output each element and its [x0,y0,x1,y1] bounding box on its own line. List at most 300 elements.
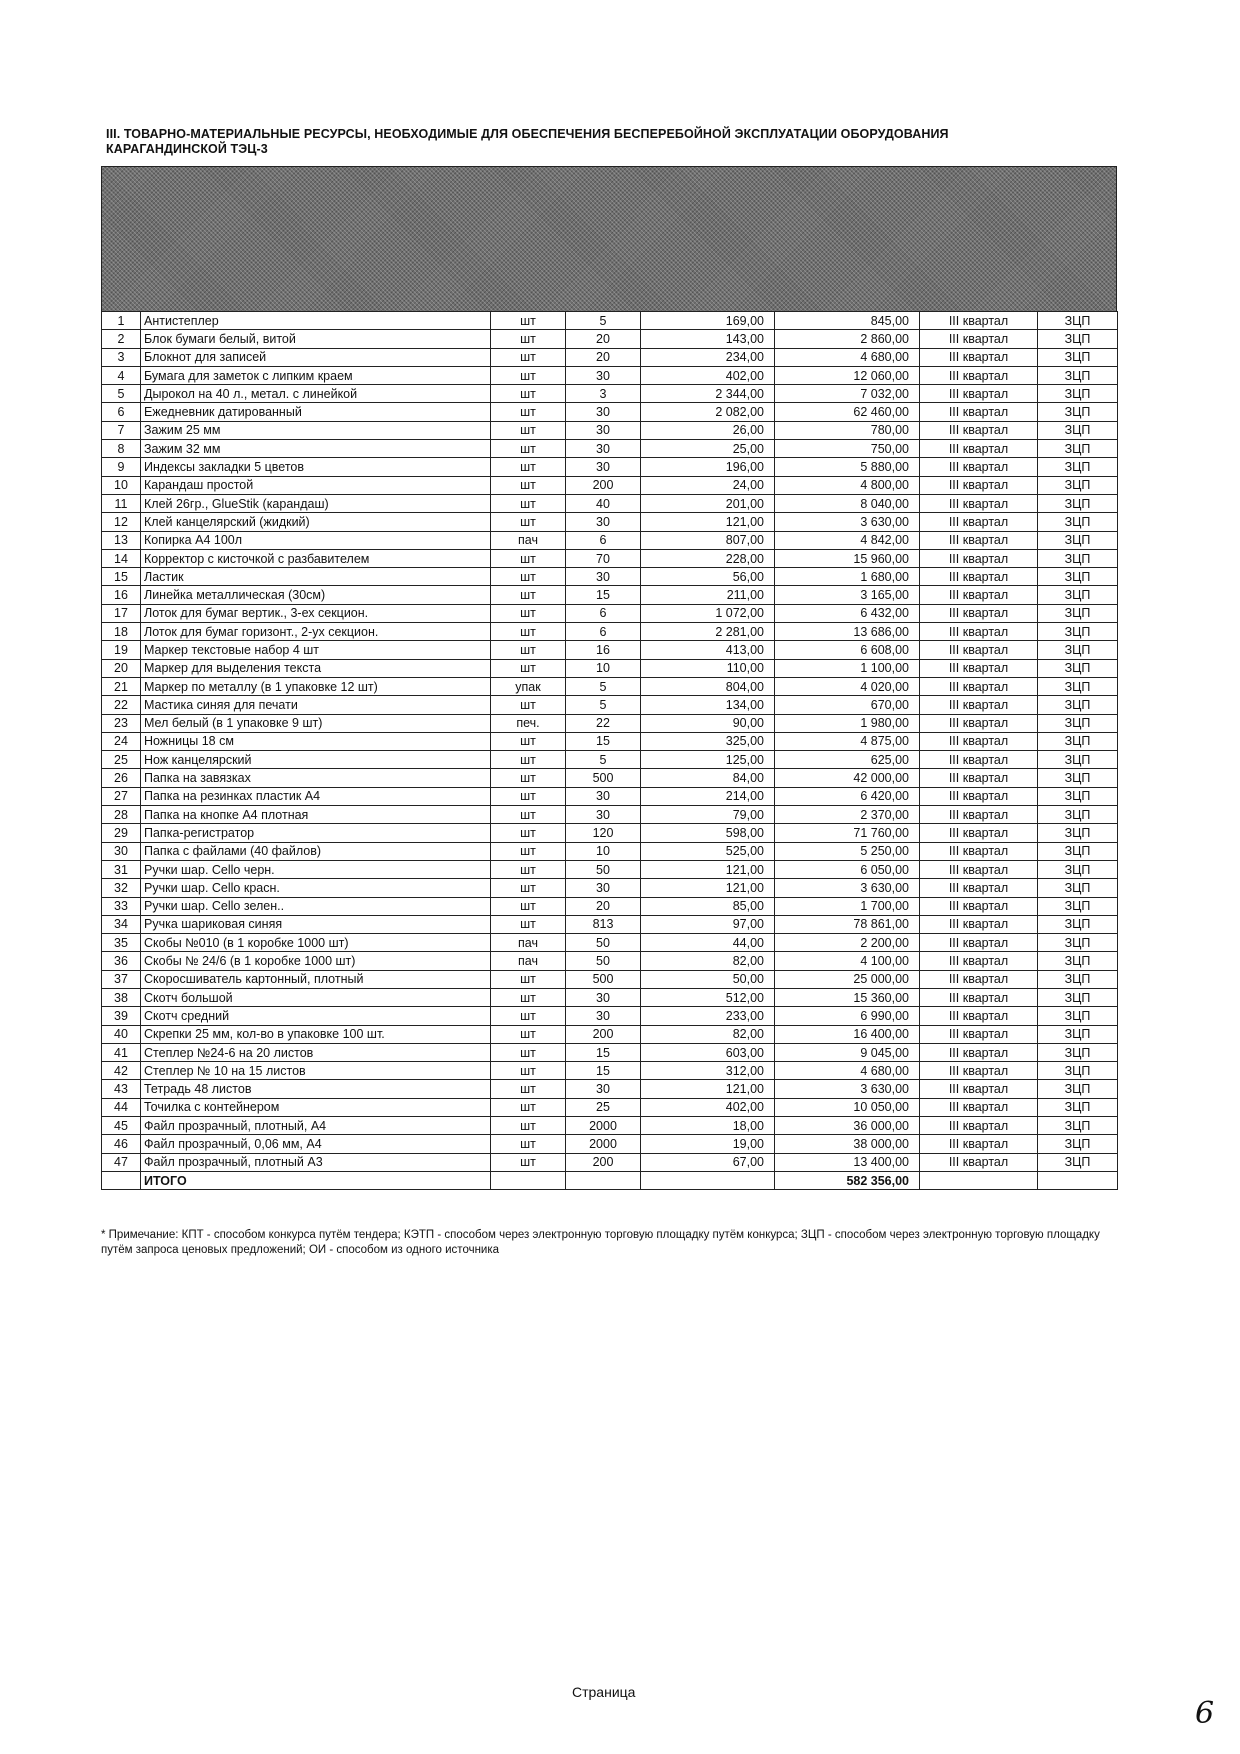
period-cell: III квартал [920,531,1038,549]
table-row [102,897,1118,915]
item-name-cell: Карандаш простой [141,476,491,494]
sum-cell: 5 880,00 [775,458,920,476]
item-name-cell: Файл прозрачный, плотный, А4 [141,1117,491,1135]
sum-cell: 750,00 [775,440,920,458]
price-cell: 2 281,00 [641,623,775,641]
period-cell: III квартал [920,312,1038,330]
sum-cell: 6 420,00 [775,787,920,805]
method-cell: ЗЦП [1038,751,1118,769]
method-cell: ЗЦП [1038,312,1118,330]
unit-cell: шт [491,696,566,714]
table-row [102,513,1118,531]
method-cell: ЗЦП [1038,513,1118,531]
sum-cell: 4 680,00 [775,1062,920,1080]
period-cell: III квартал [920,1135,1038,1153]
price-cell: 512,00 [641,988,775,1006]
method-cell: ЗЦП [1038,1135,1118,1153]
period-cell: III квартал [920,677,1038,695]
price-cell: 134,00 [641,696,775,714]
row-number-cell: 24 [102,732,141,750]
sum-cell: 1 680,00 [775,568,920,586]
period-cell: III квартал [920,714,1038,732]
unit-cell: упак [491,677,566,695]
quantity-cell: 6 [566,623,641,641]
unit-cell: шт [491,897,566,915]
unit-cell: шт [491,970,566,988]
price-cell: 402,00 [641,366,775,384]
row-number-cell: 10 [102,476,141,494]
method-cell: ЗЦП [1038,732,1118,750]
row-number-cell: 15 [102,568,141,586]
method-cell: ЗЦП [1038,988,1118,1006]
method-cell: ЗЦП [1038,385,1118,403]
sum-cell: 42 000,00 [775,769,920,787]
period-cell: III квартал [920,440,1038,458]
item-name-cell: Блокнот для записей [141,348,491,366]
quantity-cell: 40 [566,494,641,512]
row-number-cell: 29 [102,824,141,842]
item-name-cell: Зажим 25 мм [141,421,491,439]
unit-cell: шт [491,879,566,897]
item-name-cell: Мел белый (в 1 упаковке 9 шт) [141,714,491,732]
row-number-cell: 14 [102,549,141,567]
item-name-cell: Скоросшиватель картонный, плотный [141,970,491,988]
sum-cell: 670,00 [775,696,920,714]
item-name-cell: Антистеплер [141,312,491,330]
table-row [102,348,1118,366]
period-cell: III квартал [920,988,1038,1006]
price-cell: 121,00 [641,1080,775,1098]
table-body [102,312,1118,1190]
unit-cell: шт [491,842,566,860]
period-cell: III квартал [920,1117,1038,1135]
period-cell: III квартал [920,659,1038,677]
item-name-cell: Ежедневник датированный [141,403,491,421]
quantity-cell: 10 [566,659,641,677]
row-number-cell: 32 [102,879,141,897]
period-cell: III квартал [920,897,1038,915]
price-cell: 97,00 [641,915,775,933]
price-cell: 125,00 [641,751,775,769]
unit-cell: шт [491,604,566,622]
period-cell: III квартал [920,879,1038,897]
period-cell: III квартал [920,385,1038,403]
total-empty-cell [641,1171,775,1189]
quantity-cell: 10 [566,842,641,860]
row-number-cell: 16 [102,586,141,604]
method-cell: ЗЦП [1038,1117,1118,1135]
price-cell: 18,00 [641,1117,775,1135]
unit-cell: шт [491,988,566,1006]
method-cell: ЗЦП [1038,915,1118,933]
total-empty-cell [1038,1171,1118,1189]
price-cell: 598,00 [641,824,775,842]
table-row [102,1098,1118,1116]
period-cell: III квартал [920,732,1038,750]
item-name-cell: Ручка шариковая синяя [141,915,491,933]
price-cell: 26,00 [641,421,775,439]
sum-cell: 12 060,00 [775,366,920,384]
row-number-cell: 8 [102,440,141,458]
table-row [102,1007,1118,1025]
row-number-cell: 39 [102,1007,141,1025]
price-cell: 79,00 [641,806,775,824]
quantity-cell: 50 [566,952,641,970]
quantity-cell: 16 [566,641,641,659]
unit-cell: шт [491,860,566,878]
unit-cell: шт [491,348,566,366]
row-number-cell: 38 [102,988,141,1006]
period-cell: III квартал [920,330,1038,348]
method-cell: ЗЦП [1038,403,1118,421]
price-cell: 804,00 [641,677,775,695]
method-cell: ЗЦП [1038,1153,1118,1171]
sum-cell: 15 360,00 [775,988,920,1006]
item-name-cell: Ручки шар. Cello зелен.. [141,897,491,915]
table-row [102,568,1118,586]
row-number-cell: 7 [102,421,141,439]
unit-cell: шт [491,1117,566,1135]
period-cell: III квартал [920,1043,1038,1061]
table-row [102,988,1118,1006]
table-row [102,586,1118,604]
sum-cell: 6 608,00 [775,641,920,659]
sum-cell: 5 250,00 [775,842,920,860]
unit-cell: шт [491,513,566,531]
table-row [102,842,1118,860]
handwritten-page-number: 6 [1195,1696,1215,1731]
price-cell: 143,00 [641,330,775,348]
table-row [102,440,1118,458]
price-cell: 413,00 [641,641,775,659]
sum-cell: 6 990,00 [775,1007,920,1025]
quantity-cell: 50 [566,860,641,878]
unit-cell: шт [491,330,566,348]
unit-cell: шт [491,824,566,842]
sum-cell: 3 630,00 [775,879,920,897]
sum-cell: 9 045,00 [775,1043,920,1061]
quantity-cell: 30 [566,440,641,458]
price-cell: 90,00 [641,714,775,732]
quantity-cell: 5 [566,751,641,769]
unit-cell: пач [491,952,566,970]
sum-cell: 4 800,00 [775,476,920,494]
item-name-cell: Корректор с кисточкой с разбавителем [141,549,491,567]
row-number-cell: 25 [102,751,141,769]
table-row [102,476,1118,494]
sum-cell: 71 760,00 [775,824,920,842]
method-cell: ЗЦП [1038,623,1118,641]
row-number-cell: 33 [102,897,141,915]
table-row [102,330,1118,348]
method-cell: ЗЦП [1038,421,1118,439]
method-cell: ЗЦП [1038,348,1118,366]
table-row [102,824,1118,842]
price-cell: 169,00 [641,312,775,330]
sum-cell: 13 686,00 [775,623,920,641]
row-number-cell: 27 [102,787,141,805]
method-cell: ЗЦП [1038,494,1118,512]
method-cell: ЗЦП [1038,714,1118,732]
quantity-cell: 6 [566,531,641,549]
table-row [102,385,1118,403]
row-number-cell: 5 [102,385,141,403]
quantity-cell: 30 [566,806,641,824]
item-name-cell: Зажим 32 мм [141,440,491,458]
table-row [102,494,1118,512]
quantity-cell: 25 [566,1098,641,1116]
footnote: * Примечание: КПТ - способом конкурса путём тендера; КЭТП - способом через электронную торговую площадку путём конкурса; ЗЦП - способом через электронную торговую площадку путём запроса ценовых предложений; ОИ - способом из одного источника [101,1229,1100,1256]
method-cell: ЗЦП [1038,842,1118,860]
period-cell: III квартал [920,1153,1038,1171]
item-name-cell: Ручки шар. Cello черн. [141,860,491,878]
period-cell: III квартал [920,476,1038,494]
method-cell: ЗЦП [1038,549,1118,567]
total-empty-cell [102,1171,141,1189]
item-name-cell: Папка-регистратор [141,824,491,842]
method-cell: ЗЦП [1038,897,1118,915]
period-cell: III квартал [920,934,1038,952]
row-number-cell: 37 [102,970,141,988]
sum-cell: 845,00 [775,312,920,330]
method-cell: ЗЦП [1038,366,1118,384]
table-row [102,769,1118,787]
quantity-cell: 30 [566,458,641,476]
method-cell: ЗЦП [1038,677,1118,695]
price-cell: 233,00 [641,1007,775,1025]
method-cell: ЗЦП [1038,330,1118,348]
method-cell: ЗЦП [1038,604,1118,622]
row-number-cell: 17 [102,604,141,622]
quantity-cell: 30 [566,513,641,531]
method-cell: ЗЦП [1038,641,1118,659]
table-row [102,366,1118,384]
item-name-cell: Блок бумаги белый, витой [141,330,491,348]
period-cell: III квартал [920,494,1038,512]
method-cell: ЗЦП [1038,824,1118,842]
period-cell: III квартал [920,623,1038,641]
price-cell: 25,00 [641,440,775,458]
price-cell: 228,00 [641,549,775,567]
table-row [102,312,1118,330]
row-number-cell: 45 [102,1117,141,1135]
resources-table [101,166,1117,1190]
sum-cell: 13 400,00 [775,1153,920,1171]
method-cell: ЗЦП [1038,568,1118,586]
period-cell: III квартал [920,915,1038,933]
unit-cell: шт [491,1153,566,1171]
item-name-cell: Тетрадь 48 листов [141,1080,491,1098]
unit-cell: шт [491,549,566,567]
table-row [102,604,1118,622]
quantity-cell: 30 [566,988,641,1006]
table-row [102,403,1118,421]
sum-cell: 78 861,00 [775,915,920,933]
quantity-cell: 5 [566,312,641,330]
sum-cell: 3 630,00 [775,1080,920,1098]
price-cell: 19,00 [641,1135,775,1153]
sum-cell: 4 100,00 [775,952,920,970]
quantity-cell: 22 [566,714,641,732]
item-name-cell: Степлер № 10 на 15 листов [141,1062,491,1080]
method-cell: ЗЦП [1038,1025,1118,1043]
item-name-cell: Маркер для выделения текста [141,659,491,677]
unit-cell: шт [491,1025,566,1043]
table-row [102,970,1118,988]
item-name-cell: Скотч средний [141,1007,491,1025]
quantity-cell: 30 [566,787,641,805]
sum-cell: 625,00 [775,751,920,769]
total-label-cell: ИТОГО [141,1171,491,1189]
sum-cell: 8 040,00 [775,494,920,512]
quantity-cell: 120 [566,824,641,842]
period-cell: III квартал [920,348,1038,366]
quantity-cell: 30 [566,1007,641,1025]
item-name-cell: Скобы № 24/6 (в 1 коробке 1000 шт) [141,952,491,970]
sum-cell: 10 050,00 [775,1098,920,1116]
unit-cell: шт [491,1007,566,1025]
period-cell: III квартал [920,641,1038,659]
method-cell: ЗЦП [1038,696,1118,714]
item-name-cell: Копирка А4 100л [141,531,491,549]
row-number-cell: 11 [102,494,141,512]
sum-cell: 4 680,00 [775,348,920,366]
price-cell: 24,00 [641,476,775,494]
quantity-cell: 30 [566,879,641,897]
row-number-cell: 34 [102,915,141,933]
price-cell: 1 072,00 [641,604,775,622]
quantity-cell: 30 [566,421,641,439]
unit-cell: пач [491,531,566,549]
unit-cell: шт [491,915,566,933]
sum-cell: 6 432,00 [775,604,920,622]
item-name-cell: Бумага для заметок с липким краем [141,366,491,384]
sum-cell: 38 000,00 [775,1135,920,1153]
item-name-cell: Нож канцелярский [141,751,491,769]
unit-cell: шт [491,1043,566,1061]
item-name-cell: Папка на завязках [141,769,491,787]
sum-cell: 2 860,00 [775,330,920,348]
price-cell: 82,00 [641,952,775,970]
unit-cell: шт [491,568,566,586]
quantity-cell: 20 [566,348,641,366]
quantity-cell: 30 [566,366,641,384]
sum-cell: 62 460,00 [775,403,920,421]
table-row [102,677,1118,695]
table-row [102,641,1118,659]
item-name-cell: Лоток для бумаг вертик., 3-ех секцион. [141,604,491,622]
period-cell: III квартал [920,751,1038,769]
quantity-cell: 20 [566,897,641,915]
period-cell: III квартал [920,403,1038,421]
table-row [102,806,1118,824]
row-number-cell: 9 [102,458,141,476]
table-row [102,531,1118,549]
method-cell: ЗЦП [1038,1007,1118,1025]
quantity-cell: 200 [566,1025,641,1043]
item-name-cell: Мастика синяя для печати [141,696,491,714]
price-cell: 44,00 [641,934,775,952]
period-cell: III квартал [920,1025,1038,1043]
price-cell: 121,00 [641,879,775,897]
item-name-cell: Папка с файлами (40 файлов) [141,842,491,860]
quantity-cell: 15 [566,586,641,604]
unit-cell: шт [491,787,566,805]
sum-cell: 4 020,00 [775,677,920,695]
item-name-cell: Папка на резинках пластик А4 [141,787,491,805]
price-cell: 2 344,00 [641,385,775,403]
unit-cell: шт [491,1098,566,1116]
row-number-cell: 43 [102,1080,141,1098]
table-row [102,952,1118,970]
price-cell: 84,00 [641,769,775,787]
item-name-cell: Файл прозрачный, плотный А3 [141,1153,491,1171]
item-name-cell: Скобы №010 (в 1 коробке 1000 шт) [141,934,491,952]
quantity-cell: 5 [566,696,641,714]
quantity-cell: 20 [566,330,641,348]
sum-cell: 25 000,00 [775,970,920,988]
resources-table-grid [101,311,1118,1190]
period-cell: III квартал [920,421,1038,439]
period-cell: III квартал [920,1062,1038,1080]
table-row [102,915,1118,933]
table-row [102,1135,1118,1153]
method-cell: ЗЦП [1038,1098,1118,1116]
unit-cell: шт [491,385,566,403]
price-cell: 110,00 [641,659,775,677]
row-number-cell: 19 [102,641,141,659]
period-cell: III квартал [920,1007,1038,1025]
unit-cell: шт [491,641,566,659]
price-cell: 56,00 [641,568,775,586]
price-cell: 214,00 [641,787,775,805]
quantity-cell: 2000 [566,1135,641,1153]
sum-cell: 4 875,00 [775,732,920,750]
sum-cell: 1 100,00 [775,659,920,677]
price-cell: 525,00 [641,842,775,860]
method-cell: ЗЦП [1038,787,1118,805]
unit-cell: шт [491,732,566,750]
method-cell: ЗЦП [1038,1043,1118,1061]
item-name-cell: Дырокол на 40 л., метал. с линейкой [141,385,491,403]
quantity-cell: 30 [566,403,641,421]
table-row [102,1153,1118,1171]
quantity-cell: 6 [566,604,641,622]
unit-cell: шт [491,1062,566,1080]
item-name-cell: Скрепки 25 мм, кол-во в упаковке 100 шт. [141,1025,491,1043]
table-row [102,696,1118,714]
unit-cell: пач [491,934,566,952]
quantity-cell: 200 [566,1153,641,1171]
period-cell: III квартал [920,549,1038,567]
table-row [102,1062,1118,1080]
sum-cell: 36 000,00 [775,1117,920,1135]
method-cell: ЗЦП [1038,1080,1118,1098]
quantity-cell: 500 [566,970,641,988]
quantity-cell: 50 [566,934,641,952]
period-cell: III квартал [920,1098,1038,1116]
method-cell: ЗЦП [1038,879,1118,897]
period-cell: III квартал [920,806,1038,824]
sum-cell: 1 980,00 [775,714,920,732]
item-name-cell: Ножницы 18 см [141,732,491,750]
method-cell: ЗЦП [1038,586,1118,604]
quantity-cell: 500 [566,769,641,787]
price-cell: 402,00 [641,1098,775,1116]
quantity-cell: 70 [566,549,641,567]
quantity-cell: 2000 [566,1117,641,1135]
item-name-cell: Файл прозрачный, 0,06 мм, А4 [141,1135,491,1153]
